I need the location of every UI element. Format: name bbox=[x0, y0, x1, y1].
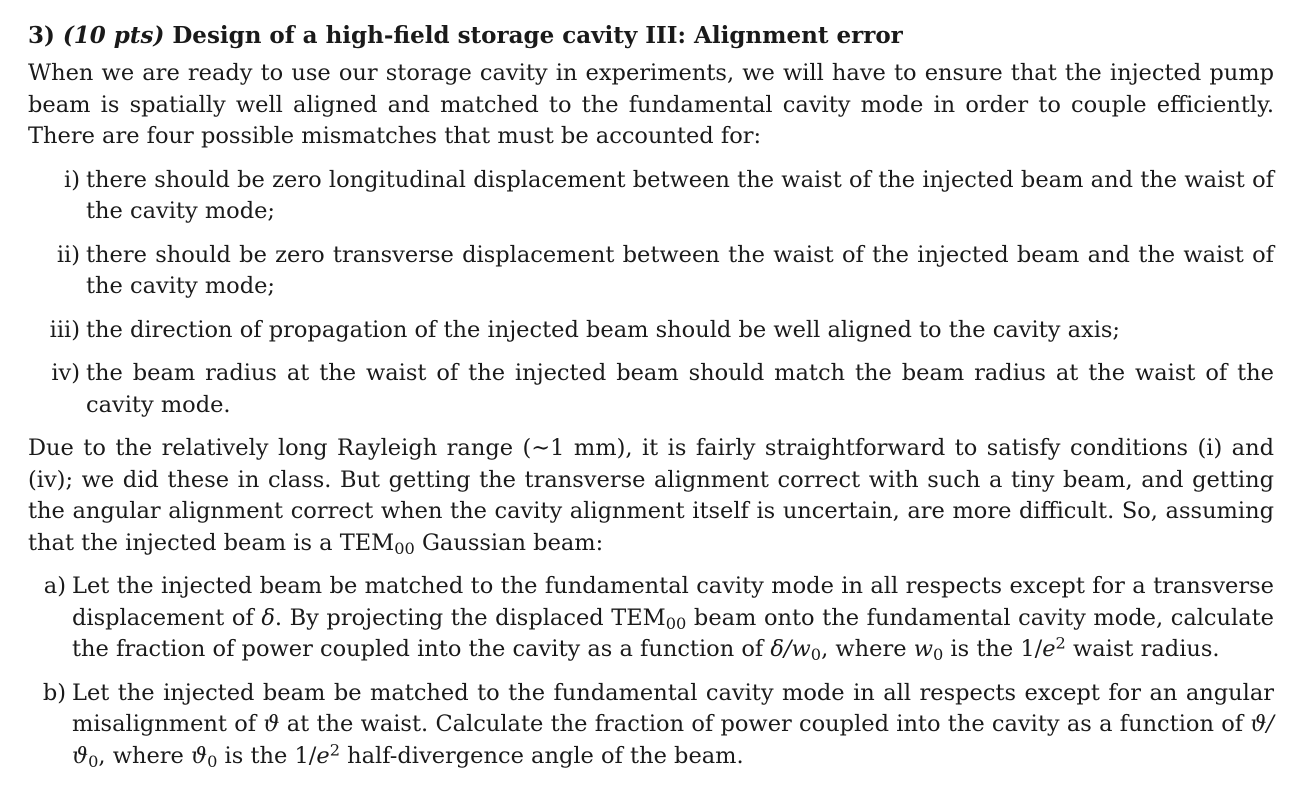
waist-symbol: w bbox=[913, 636, 933, 662]
part-text-segment: , where bbox=[821, 636, 914, 662]
part-item-b bbox=[28, 678, 1274, 773]
part-text-segment: beam onto the fundamental cavity mode, calculate the fraction of power coupled into the cavity as a function of bbox=[72, 604, 1274, 662]
condition-item bbox=[28, 358, 1274, 421]
condition-marker: ii) bbox=[56, 241, 80, 268]
theta-symbol: ϑ bbox=[191, 742, 208, 769]
euler-e: e bbox=[1042, 636, 1056, 662]
part-text-segment: waist radius. bbox=[1065, 636, 1220, 662]
condition-text: the direction of propagation of the injected beam should be well aligned to the cavity axis; bbox=[86, 316, 1121, 343]
condition-marker: i) bbox=[64, 166, 80, 193]
exponent: 2 bbox=[1055, 633, 1066, 653]
problem-title bbox=[28, 20, 1274, 52]
context-text: Due to the relatively long Rayleigh range (∼1 mm), it is fairly straightforward to satisfy conditions (i) and (iv); we did these in class. But getting the transverse alignment correct with such a tiny beam, and getting the angular alignment correct when the cavity alignment itself is uncertain, are more difficult. So, assuming that the injected beam is a TEM bbox=[28, 435, 1274, 556]
part-text-segment: Let the injected beam be matched to the fundamental cavity mode in all respects except for an angular misalignment of bbox=[72, 679, 1274, 737]
conditions-list bbox=[28, 165, 1274, 422]
problem-points: (10 pts) bbox=[62, 22, 165, 49]
condition-text: there should be zero longitudinal displacement between the waist of the injected beam and the waist of the cavity mode; bbox=[86, 166, 1274, 224]
context-paragraph bbox=[28, 433, 1274, 559]
euler-e: e bbox=[316, 742, 330, 769]
part-item-a bbox=[28, 571, 1274, 666]
theta-symbol: ϑ bbox=[263, 711, 280, 737]
exponent: 2 bbox=[329, 740, 340, 760]
part-text-segment: Let the injected beam be matched to the fundamental cavity mode in all respects except for a transverse displacement of bbox=[72, 573, 1274, 631]
condition-item bbox=[28, 240, 1274, 303]
problem-heading: Design of a high-field storage cavity III: Alignment error bbox=[172, 22, 903, 49]
waist-subscript: 0 bbox=[932, 645, 944, 665]
condition-text: there should be zero transverse displacement between the waist of the injected beam and the waist of the cavity mode; bbox=[86, 241, 1274, 299]
part-text-segment: . By projecting the displaced TEM bbox=[274, 604, 666, 631]
context-text-end: Gaussian beam: bbox=[414, 529, 604, 556]
ratio-subscript: 0 bbox=[88, 751, 99, 771]
parts-list bbox=[28, 571, 1274, 772]
mode-subscript: 00 bbox=[394, 538, 415, 558]
part-text-segment: , where bbox=[98, 742, 191, 769]
ratio-expression: ϑ/ϑ bbox=[72, 711, 1275, 769]
part-text bbox=[72, 571, 1274, 666]
condition-text: the beam radius at the waist of the injected beam should match the beam radius at the waist of the cavity mode. bbox=[86, 360, 1274, 418]
part-text bbox=[72, 678, 1274, 773]
condition-item bbox=[28, 165, 1274, 228]
delta-symbol: δ bbox=[261, 604, 275, 631]
ratio-subscript: 0 bbox=[810, 645, 822, 665]
ratio-expression: δ/w bbox=[770, 636, 811, 662]
problem-number: 3) bbox=[28, 22, 55, 49]
part-text-segment: is the 1/ bbox=[943, 636, 1043, 662]
part-text-segment: is the 1/ bbox=[217, 742, 317, 769]
part-text-segment: half-divergence angle of the beam. bbox=[340, 742, 744, 769]
theta-subscript: 0 bbox=[207, 751, 218, 771]
intro-paragraph: When we are ready to use our storage cavity in experiments, we will have to ensure that the injected pump beam is spatially well aligned and matched to the fundamental cavity mode in order to couple efficiently. There are four possible mismatches that must be accounted for: bbox=[28, 60, 1274, 149]
condition-marker: iv) bbox=[51, 360, 80, 386]
part-marker: a) bbox=[43, 573, 66, 599]
condition-item bbox=[28, 315, 1274, 347]
mode-subscript: 00 bbox=[665, 613, 687, 633]
part-text-segment: at the waist. Calculate the fraction of power coupled into the cavity as a function of bbox=[279, 711, 1251, 737]
condition-marker: iii) bbox=[49, 316, 80, 343]
part-marker: b) bbox=[42, 679, 66, 706]
